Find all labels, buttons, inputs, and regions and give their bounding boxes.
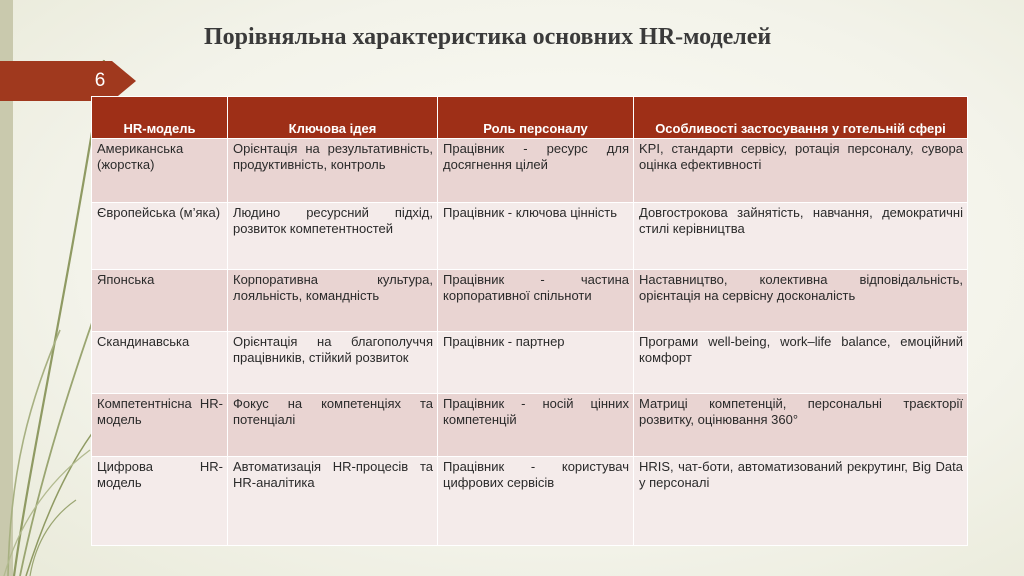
cell-role: Працівник - носій цінних компетенцій: [438, 394, 634, 457]
header-key-idea: Ключова ідея: [228, 97, 438, 139]
cell-hotel: KPI, стандарти сервісу, ротація персоналу, сувора оцінка ефективності: [634, 139, 968, 203]
cell-key-idea: Фокус на компетенціях та потенціалі: [228, 394, 438, 457]
header-hotel-application: Особливості застосування у готельній сфері: [634, 97, 968, 139]
cell-model: Американська (жорстка): [92, 139, 228, 203]
cell-role: Працівник - частина корпоративної спільноти: [438, 270, 634, 332]
cell-model: Японська: [92, 270, 228, 332]
header-hr-model: HR-модель: [92, 97, 228, 139]
hr-models-table: [91, 96, 968, 546]
table-row: [92, 457, 968, 546]
cell-hotel: Довгострокова зайнятість, навчання, демократичні стилі керівництва: [634, 203, 968, 270]
cell-model: Компетентнісна HR-модель: [92, 394, 228, 457]
table-row: [92, 394, 968, 457]
header-staff-role: Роль персоналу: [438, 97, 634, 139]
cell-key-idea: Орієнтація на благополуччя працівників, стійкий розвиток: [228, 332, 438, 394]
stem-6: [30, 500, 76, 576]
cell-role: Працівник - партнер: [438, 332, 634, 394]
cell-key-idea: Автоматизація HR-процесів та HR-аналітика: [228, 457, 438, 546]
cell-hotel: Програми well-being, work–life balance, емоційний комфорт: [634, 332, 968, 394]
cell-hotel: HRIS, чат-боти, автоматизований рекрутинг, Big Data у персоналі: [634, 457, 968, 546]
slide-number: 6: [94, 70, 106, 91]
cell-key-idea: Людино ресурсний підхід, розвиток компетентностей: [228, 203, 438, 270]
cell-role: Працівник - ключова цінність: [438, 203, 634, 270]
cell-key-idea: Орієнтація на результативність, продуктивність, контроль: [228, 139, 438, 203]
cell-model: Цифрова HR-модель: [92, 457, 228, 546]
cell-role: Працівник - ресурс для досягнення цілей: [438, 139, 634, 203]
table-row: [92, 270, 968, 332]
cell-hotel: Матриці компетенцій, персональні траєкторії розвитку, оцінювання 360°: [634, 394, 968, 457]
cell-hotel: Наставництво, колективна відповідальність, орієнтація на сервісну досконалість: [634, 270, 968, 332]
table-row: [92, 203, 968, 270]
cell-key-idea: Корпоративна культура, лояльність, командність: [228, 270, 438, 332]
table-row: [92, 332, 968, 394]
cell-model: Європейська (м’яка): [92, 203, 228, 270]
slide-number-tag: [0, 61, 136, 101]
cell-role: Працівник - користувач цифрових сервісів: [438, 457, 634, 546]
cell-model: Скандинавська: [92, 332, 228, 394]
slide-title: Порівняльна характеристика основних HR-моделей: [204, 24, 772, 50]
table-row: [92, 139, 968, 203]
table-header-row: [92, 97, 968, 139]
